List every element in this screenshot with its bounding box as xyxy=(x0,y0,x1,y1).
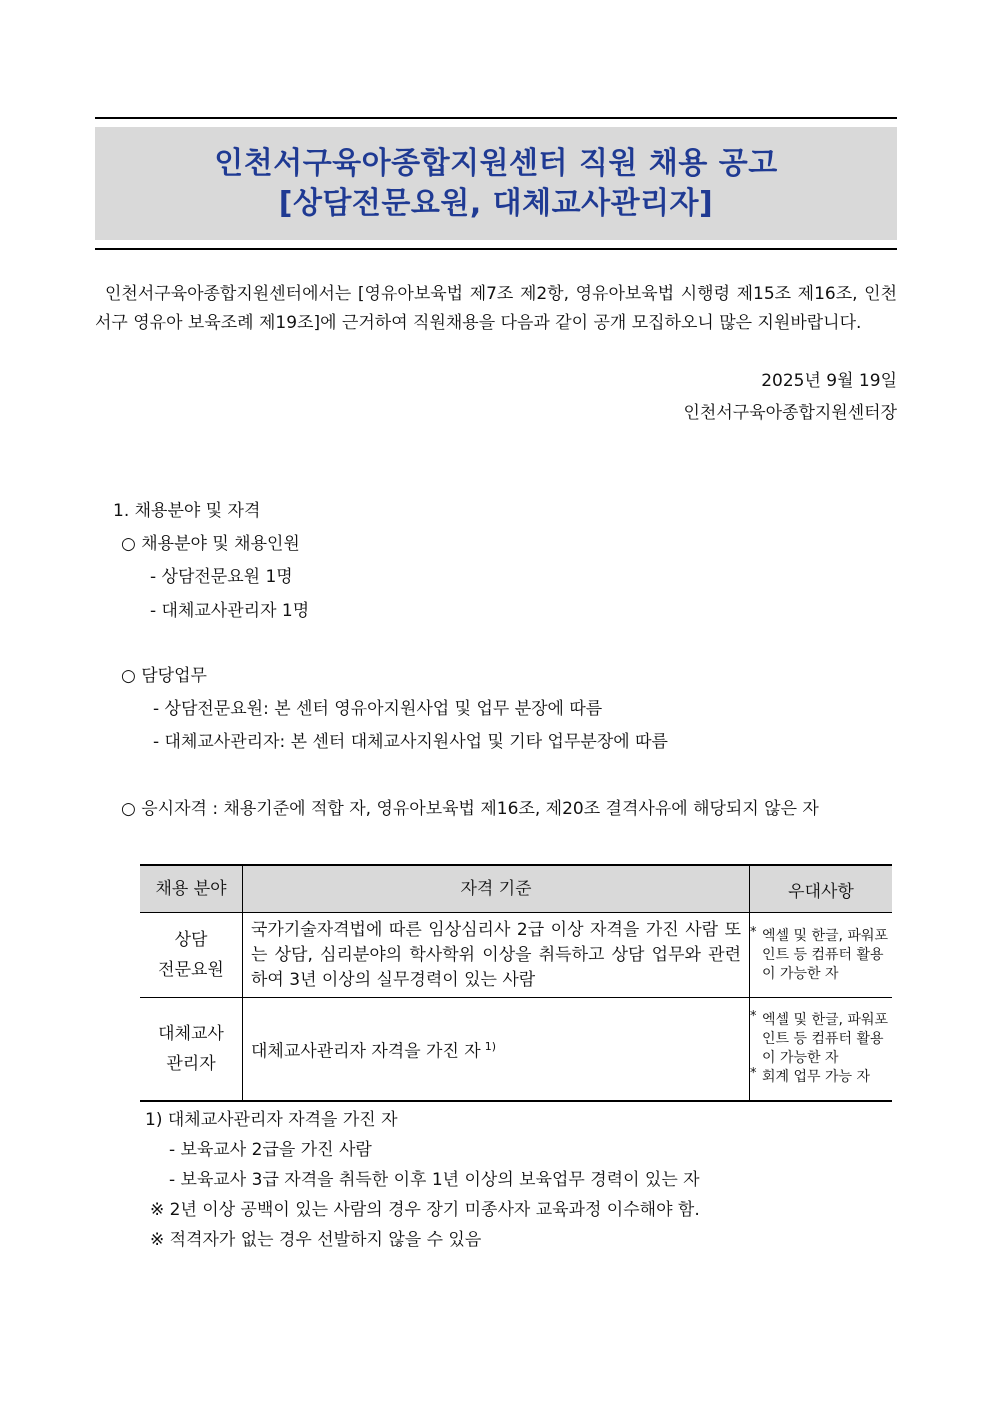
issuer: 인천서구육아종합지원센터장 xyxy=(683,403,897,423)
title-rule-top xyxy=(95,117,897,119)
field-cell xyxy=(140,913,243,998)
requirements-table xyxy=(140,864,892,1102)
footnote-item: - 보육교사 3급 자격을 취득한 이후 1년 이상의 보육업무 경력이 있는 자 xyxy=(169,1170,700,1190)
criteria-text: 대체교사관리자 자격을 가진 자 xyxy=(251,1041,481,1062)
intro-paragraph: 인천서구육아종합지원센터에서는 [영유아보육법 제7조 제2항, 영유아보육법 시행령 제15조 제16조, 인천 서구 영유아 보육조례 제19조]에 근거하여 직원채용을 다음과 같이 공개 모집하오니 많은 지원바랍니다. xyxy=(95,284,897,333)
table-header-row xyxy=(140,865,892,913)
positions-label: ○ 채용분야 및 채용인원 xyxy=(121,534,300,554)
preference-item xyxy=(750,924,890,984)
preference-item xyxy=(750,1011,890,1068)
asterisk-mark: * xyxy=(750,1009,757,1024)
asterisk-mark: * xyxy=(750,1066,757,1081)
preference-item xyxy=(750,1068,890,1087)
footnote-note: ※ 2년 이상 공백이 있는 사람의 경우 장기 미종사자 교육과정 이수해야 함. xyxy=(150,1200,700,1220)
header-field: 채용 분야 xyxy=(140,865,243,913)
field-line: 대체교사 xyxy=(158,1024,224,1044)
title-line-2: [상담전문요원, 대체교사관리자] xyxy=(278,185,714,221)
footnote-item: - 보육교사 2급을 가진 사람 xyxy=(169,1140,372,1160)
announcement-date: 2025년 9월 19일 xyxy=(761,371,897,391)
footnote-title: 1) 대체교사관리자 자격을 가진 자 xyxy=(145,1110,398,1130)
preference-text: 엑셀 및 한글, 파워포인트 등 컴퓨터 활용이 가능한 자 xyxy=(762,1012,888,1066)
position-item: - 상담전문요원 1명 xyxy=(150,567,293,587)
title-line-1: 인천서구육아종합지원센터 직원 채용 공고 xyxy=(214,145,778,181)
header-preference: 우대사항 xyxy=(750,865,893,913)
footnote-reference: 1) xyxy=(484,1039,496,1053)
table-row xyxy=(140,998,892,1102)
field-line: 전문요원 xyxy=(158,960,224,980)
eligibility: ○ 응시자격 : 채용기준에 적합 자, 영유아보육법 제16조, 제20조 결격사유에 해당되지 않은 자 xyxy=(121,799,819,819)
preference-text: 엑셀 및 한글, 파워포인트 등 컴퓨터 활용이 가능한 자 xyxy=(762,927,888,982)
duties-label: ○ 담당업무 xyxy=(121,666,207,686)
duty-item: - 대체교사관리자: 본 센터 대체교사지원사업 및 기타 업무분장에 따름 xyxy=(153,732,668,752)
duty-item: - 상담전문요원: 본 센터 영유아지원사업 및 업무 분장에 따름 xyxy=(153,699,603,719)
criteria-cell: 국가기술자격법에 따른 임상심리사 2급 이상 자격을 가진 사람 또는 상담, 심리분야의 학사학위 이상을 취득하고 상담 업무와 관련하여 3년 이상의 실무경력이 있는 사람 xyxy=(243,913,750,998)
title-box xyxy=(95,127,897,240)
section-heading: 1. 채용분야 및 자격 xyxy=(113,501,261,521)
preference-text: 회계 업무 가능 자 xyxy=(762,1069,871,1085)
title-rule-bottom xyxy=(95,248,897,250)
preference-cell xyxy=(750,913,893,998)
field-line: 상담 xyxy=(174,930,208,950)
field-cell xyxy=(140,998,243,1102)
position-item: - 대체교사관리자 1명 xyxy=(150,601,310,621)
title-block xyxy=(95,117,897,250)
field-line: 관리자 xyxy=(166,1054,216,1074)
footnote-note: ※ 적격자가 없는 경우 선발하지 않을 수 있음 xyxy=(150,1230,482,1250)
header-criteria: 자격 기준 xyxy=(243,865,750,913)
table-row xyxy=(140,913,892,998)
preference-cell xyxy=(750,998,893,1102)
asterisk-mark: * xyxy=(750,924,757,940)
criteria-cell xyxy=(243,998,750,1102)
